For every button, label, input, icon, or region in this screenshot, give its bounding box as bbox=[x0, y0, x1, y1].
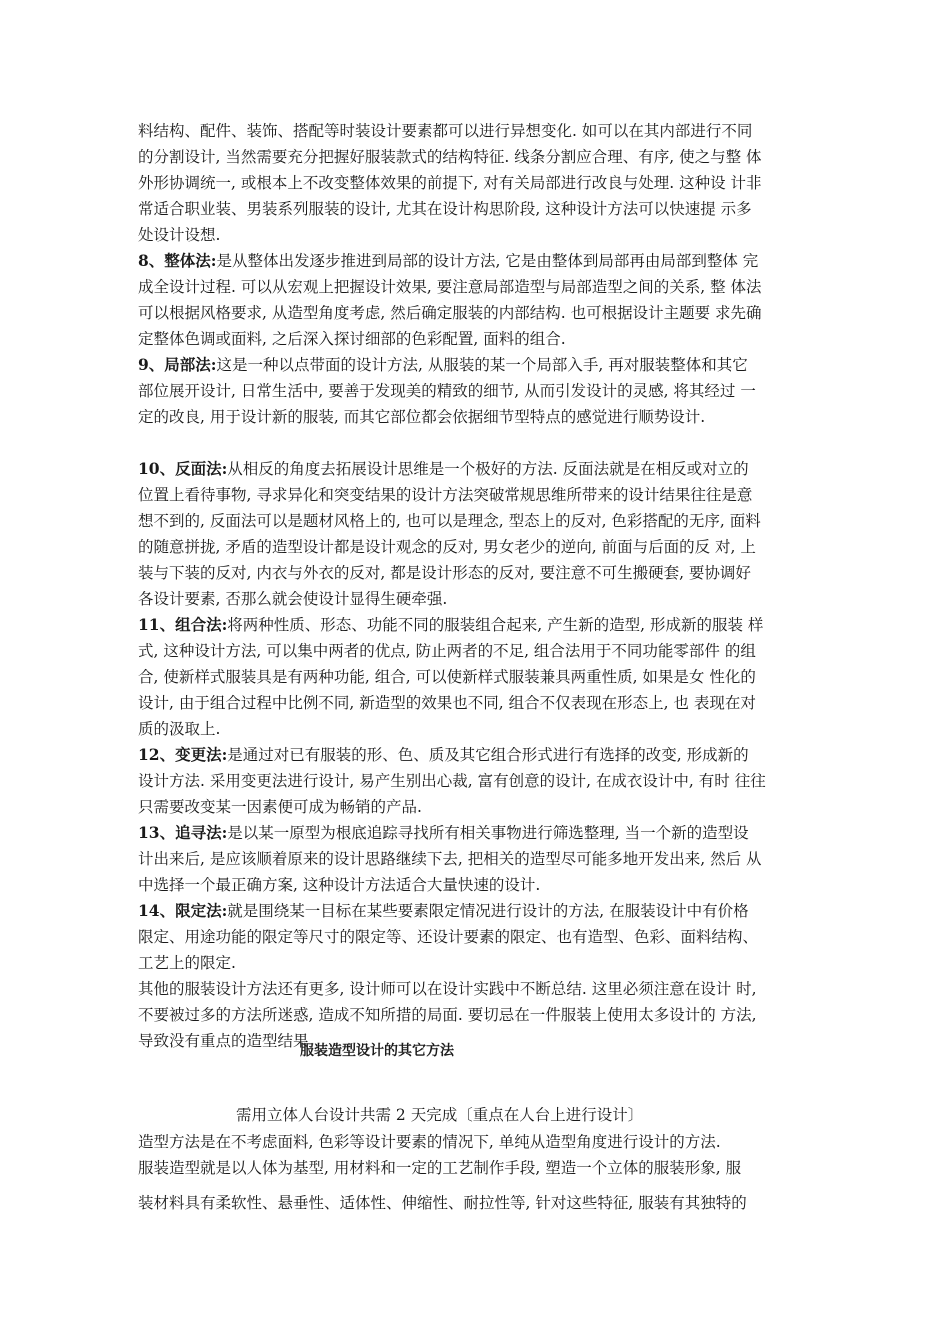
section-9-heading: 9、局部法: bbox=[138, 355, 217, 374]
text-span: 从相反的角度去拓展设计思维是一个极好的方法. 反面法就是在相反或对立的 bbox=[227, 460, 749, 478]
text-line: 计出来后, 是应该顺着原来的设计思路继续下去, 把相关的造型尽可能多地开发出来, 然后 从 bbox=[138, 850, 762, 868]
text-line: 的分割设计, 当然需要充分把握好服装款式的结构特征. 线条分割应合理、有序, 使之与整 体 bbox=[138, 148, 762, 166]
section-14-first-line bbox=[138, 898, 749, 924]
text-line: 不要被过多的方法所迷惑, 造成不知所措的局面. 要切忌在一件服装上使用太多设计的 方法, bbox=[138, 1006, 757, 1024]
section-12-heading: 12、变更法: bbox=[138, 745, 228, 764]
section-8-heading: 8、整体法: bbox=[138, 251, 217, 270]
text-line: 可以根据风格要求, 从造型角度考虑, 然后确定服装的内部结构. 也可根据设计主题要 求先确 bbox=[138, 304, 762, 322]
text-line: 位置上看待事物, 寻求异化和突变结果的设计方法突破常规思维所带来的设计结果往往是意 bbox=[138, 486, 753, 504]
text-line: 部位展开设计, 日常生活中, 要善于发现美的精致的细节, 从而引发设计的灵感, 将其经过 一 bbox=[138, 382, 756, 400]
text-span: 这是一种以点带面的设计方法, 从服装的某一个局部入手, 再对服装整体和其它 bbox=[216, 356, 748, 374]
text-span: 是以某一原型为根底追踪寻找所有相关事物进行筛选整理, 当一个新的造型设 bbox=[227, 824, 749, 842]
text-line: 的随意拼拢, 矛盾的造型设计都是设计观念的反对, 男女老少的逆向, 前面与后面的反 对, 上 bbox=[138, 538, 756, 556]
text-line: 服装造型就是以人体为基型, 用材料和一定的工艺制作手段, 塑造一个立体的服装形象, 服 bbox=[138, 1159, 742, 1177]
subtitle: 需用立体人台设计共需 2 天完成〔重点在人台上进行设计〕 bbox=[236, 1106, 644, 1124]
text-line: 式, 这种设计方法, 可以集中两者的优点, 防止两者的不足, 组合法用于不同功能零部件 的组 bbox=[138, 642, 756, 660]
section-11-heading: 11、组合法: bbox=[138, 615, 228, 634]
text-line: 中选择一个最正确方案, 这种设计方法适合大量快速的设计. bbox=[138, 876, 541, 894]
text-span: 是通过对已有服装的形、色、质及其它组合形式进行有选择的改变, 形成新的 bbox=[227, 746, 749, 764]
section-11-first-line bbox=[138, 612, 763, 638]
text-line: 限定、用途功能的限定等尺寸的限定等、还设计要素的限定、也有造型、色彩、面料结构、 bbox=[138, 928, 759, 946]
text-line: 只需要改变某一因素便可成为畅销的产品. bbox=[138, 798, 422, 816]
text-span: 将两种性质、形态、功能不同的服装组合起来, 产生新的造型, 形成新的服装 样 bbox=[227, 616, 764, 634]
section-10-heading: 10、反面法: bbox=[138, 459, 228, 478]
section-13-heading: 13、追寻法: bbox=[138, 823, 228, 842]
section-9-first-line bbox=[138, 352, 748, 378]
text-line: 成全设计过程. 可以从宏观上把握设计效果, 要注意局部造型与局部造型之间的关系, 整 体法 bbox=[138, 278, 762, 296]
text-line: 合, 使新样式服装具是有两种功能, 组合, 可以使新样式服装兼具两重性质, 如果是女 性化的 bbox=[138, 668, 756, 686]
text-line: 常适合职业装、男装系列服装的设计, 尤其在设计构思阶段, 这种设计方法可以快速提 示多 bbox=[138, 200, 752, 218]
text-span: 是从整体出发逐步推进到局部的设计方法, 它是由整体到局部再由局部到整体 完 bbox=[216, 252, 759, 270]
text-line: 想不到的, 反面法可以是题材风格上的, 也可以是理念, 型态上的反对, 色彩搭配的无序, 面料 bbox=[138, 512, 761, 530]
text-line: 工艺上的限定. bbox=[138, 954, 236, 972]
text-line: 导致没有重点的造型结果 bbox=[138, 1032, 309, 1050]
text-line: 质的汲取上. bbox=[138, 720, 221, 738]
text-line: 设计, 由于组合过程中比例不同, 新造型的效果也不同, 组合不仅表现在形态上, 也 表现在对 bbox=[138, 694, 756, 712]
text-line: 装与下装的反对, 内衣与外衣的反对, 都是设计形态的反对, 要注意不可生搬硬套, 要协调好 bbox=[138, 564, 751, 582]
section-14-heading: 14、限定法: bbox=[138, 901, 228, 920]
section-8-first-line bbox=[138, 248, 758, 274]
text-line: 定整体色调或面料, 之后深入探讨细部的色彩配置, 面料的组合. bbox=[138, 330, 566, 348]
section-title: 服装造型设计的其它方法 bbox=[300, 1043, 454, 1059]
text-line: 造型方法是在不考虑面料, 色彩等设计要素的情况下, 单纯从造型角度进行设计的方法. bbox=[138, 1133, 721, 1151]
text-line: 设计方法. 采用变更法进行设计, 易产生别出心裁, 富有创意的设计, 在成衣设计中, 有时 往往 bbox=[138, 772, 766, 790]
text-line: 其他的服装设计方法还有更多, 设计师可以在设计实践中不断总结. 这里必须注意在设计 时, bbox=[138, 980, 757, 998]
text-line: 定的改良, 用于设计新的服装, 而其它部位都会依据细节型特点的感觉进行顺势设计. bbox=[138, 408, 706, 426]
text-line: 外形协调统一, 或根本上不改变整体效果的前提下, 对有关局部进行改良与处理. 这种设 计非 bbox=[138, 174, 762, 192]
section-13-first-line bbox=[138, 820, 749, 846]
section-10-first-line bbox=[138, 456, 749, 482]
text-span: 就是围绕某一目标在某些要素限定情况进行设计的方法, 在服装设计中有价格 bbox=[227, 902, 749, 920]
text-line: 装材料具有柔软性、悬垂性、适体性、伸缩性、耐拉性等, 针对这些特征, 服装有其独特的 bbox=[138, 1194, 747, 1212]
section-12-first-line bbox=[138, 742, 749, 768]
text-line: 各设计要素, 否那么就会使设计显得生硬牵强. bbox=[138, 590, 448, 608]
text-line: 料结构、配件、装饰、搭配等时装设计要素都可以进行异想变化. 如可以在其内部进行不同 bbox=[138, 122, 753, 140]
text-line: 处设计设想. bbox=[138, 226, 221, 244]
